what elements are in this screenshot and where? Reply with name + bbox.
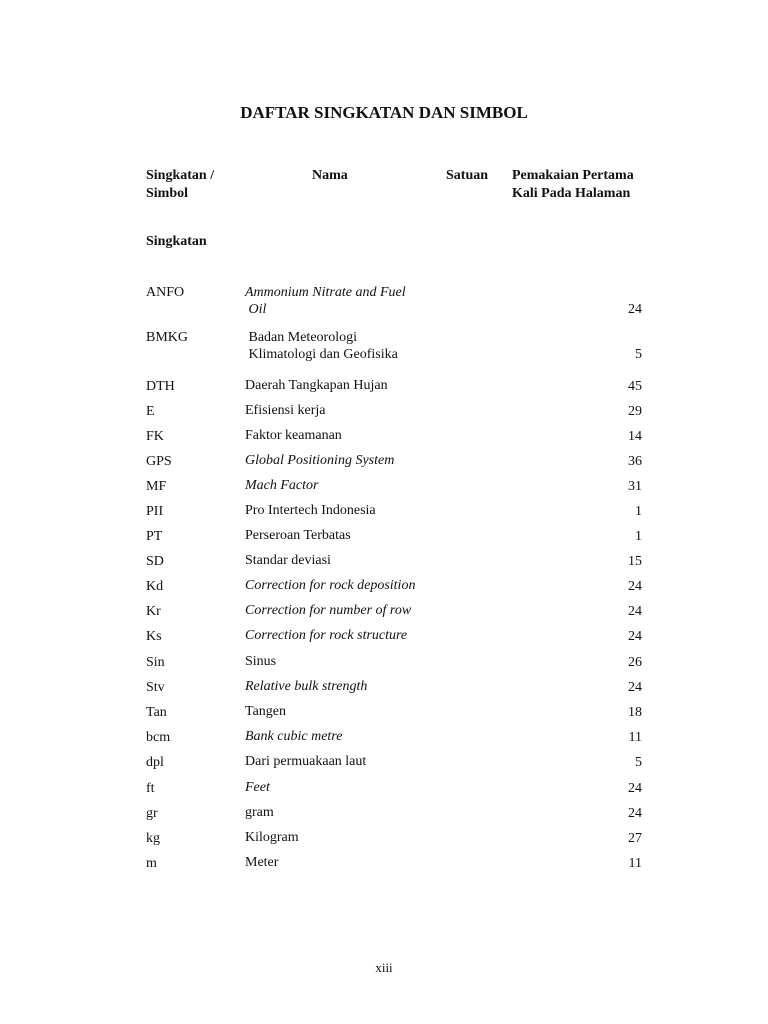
abbreviation: bcm	[146, 730, 171, 745]
first-use-page: 24	[628, 604, 642, 619]
abbreviation: dpl	[146, 755, 164, 770]
abbreviation: Tan	[146, 705, 167, 720]
first-use-page: 11	[628, 856, 642, 871]
column-header-abbreviation-text: Singkatan / Simbol	[146, 168, 215, 201]
abbreviation: Stv	[146, 680, 165, 695]
column-header-name: Nama	[312, 168, 348, 183]
abbreviation: BMKG	[146, 330, 189, 345]
first-use-page: 5	[635, 347, 642, 362]
first-use-page: 45	[628, 379, 642, 394]
abbreviation: PII	[146, 504, 164, 519]
column-header-unit: Satuan	[446, 168, 489, 183]
abbreviation: kg	[146, 831, 160, 846]
term-name: Relative bulk strength	[245, 679, 368, 694]
first-use-page: 11	[628, 730, 642, 745]
first-use-page: 29	[628, 404, 642, 419]
first-use-page: 27	[628, 831, 642, 846]
term-name: Bank cubic metre	[245, 729, 343, 744]
first-use-page: 36	[628, 454, 642, 469]
term-name: Perseroan Terbatas	[245, 528, 351, 543]
abbreviation: DTH	[146, 379, 175, 394]
term-name: Badan Meteorologi Klimatologi dan Geofisika	[248, 330, 398, 362]
first-use-page: 5	[635, 755, 642, 770]
abbreviation: Sin	[146, 655, 165, 670]
abbreviation: gr	[146, 806, 158, 821]
term-name: Daerah Tangkapan Hujan	[245, 378, 388, 393]
term-name: Correction for rock structure	[245, 628, 408, 643]
first-use-page: 24	[628, 629, 642, 644]
first-use-page: 15	[628, 554, 642, 569]
abbreviation: ANFO	[146, 285, 185, 300]
term-name: Meter	[245, 855, 279, 870]
abbreviation: ft	[146, 781, 155, 796]
section-label: Singkatan	[146, 234, 207, 249]
term-name: Mach Factor	[245, 478, 319, 493]
term-name: Feet	[245, 780, 270, 795]
abbreviation: GPS	[146, 454, 172, 469]
term-name: Kilogram	[245, 830, 299, 845]
document-title: DAFTAR SINGKATAN DAN SIMBOL	[240, 103, 528, 122]
abbreviation: m	[146, 856, 157, 871]
term-name: Sinus	[245, 654, 277, 669]
first-use-page: 1	[635, 529, 642, 544]
term-name: Global Positioning System	[245, 453, 395, 468]
first-use-page: 31	[628, 479, 642, 494]
term-name: Dari permuakaan laut	[245, 754, 367, 769]
column-header-first-use	[512, 167, 634, 203]
abbreviation: SD	[146, 554, 164, 569]
term-name: Standar deviasi	[245, 553, 331, 568]
abbreviation: FK	[146, 429, 164, 444]
term-name: Pro Intertech Indonesia	[245, 503, 376, 518]
first-use-page: 1	[635, 504, 642, 519]
first-use-page: 24	[628, 680, 642, 695]
abbreviation: Ks	[146, 629, 162, 644]
term-name: Correction for number of row	[245, 603, 412, 618]
first-use-page: 14	[628, 429, 642, 444]
first-use-page: 24	[628, 579, 642, 594]
abbreviation: PT	[146, 529, 163, 544]
first-use-page: 26	[628, 655, 642, 670]
abbreviation: Kr	[146, 604, 161, 619]
term-name: Correction for rock deposition	[245, 578, 416, 593]
abbreviation: MF	[146, 479, 167, 494]
first-use-page: 24	[628, 302, 642, 317]
first-use-page: 18	[628, 705, 642, 720]
abbreviation: E	[146, 404, 155, 419]
term-name: Efisiensi kerja	[245, 403, 326, 418]
first-use-page: 24	[628, 806, 642, 821]
term-name: Tangen	[245, 704, 287, 719]
term-name: gram	[245, 805, 274, 820]
column-header-first-use-text: Pemakaian Pertama Kali Pada Halaman	[512, 168, 634, 201]
term-name: Ammonium Nitrate and Fuel Oil	[245, 285, 406, 317]
term-name: Faktor keamanan	[245, 428, 342, 443]
abbreviation: Kd	[146, 579, 164, 594]
column-header-abbreviation	[146, 167, 214, 203]
first-use-page: 24	[628, 781, 642, 796]
page-number: xiii	[375, 960, 393, 975]
